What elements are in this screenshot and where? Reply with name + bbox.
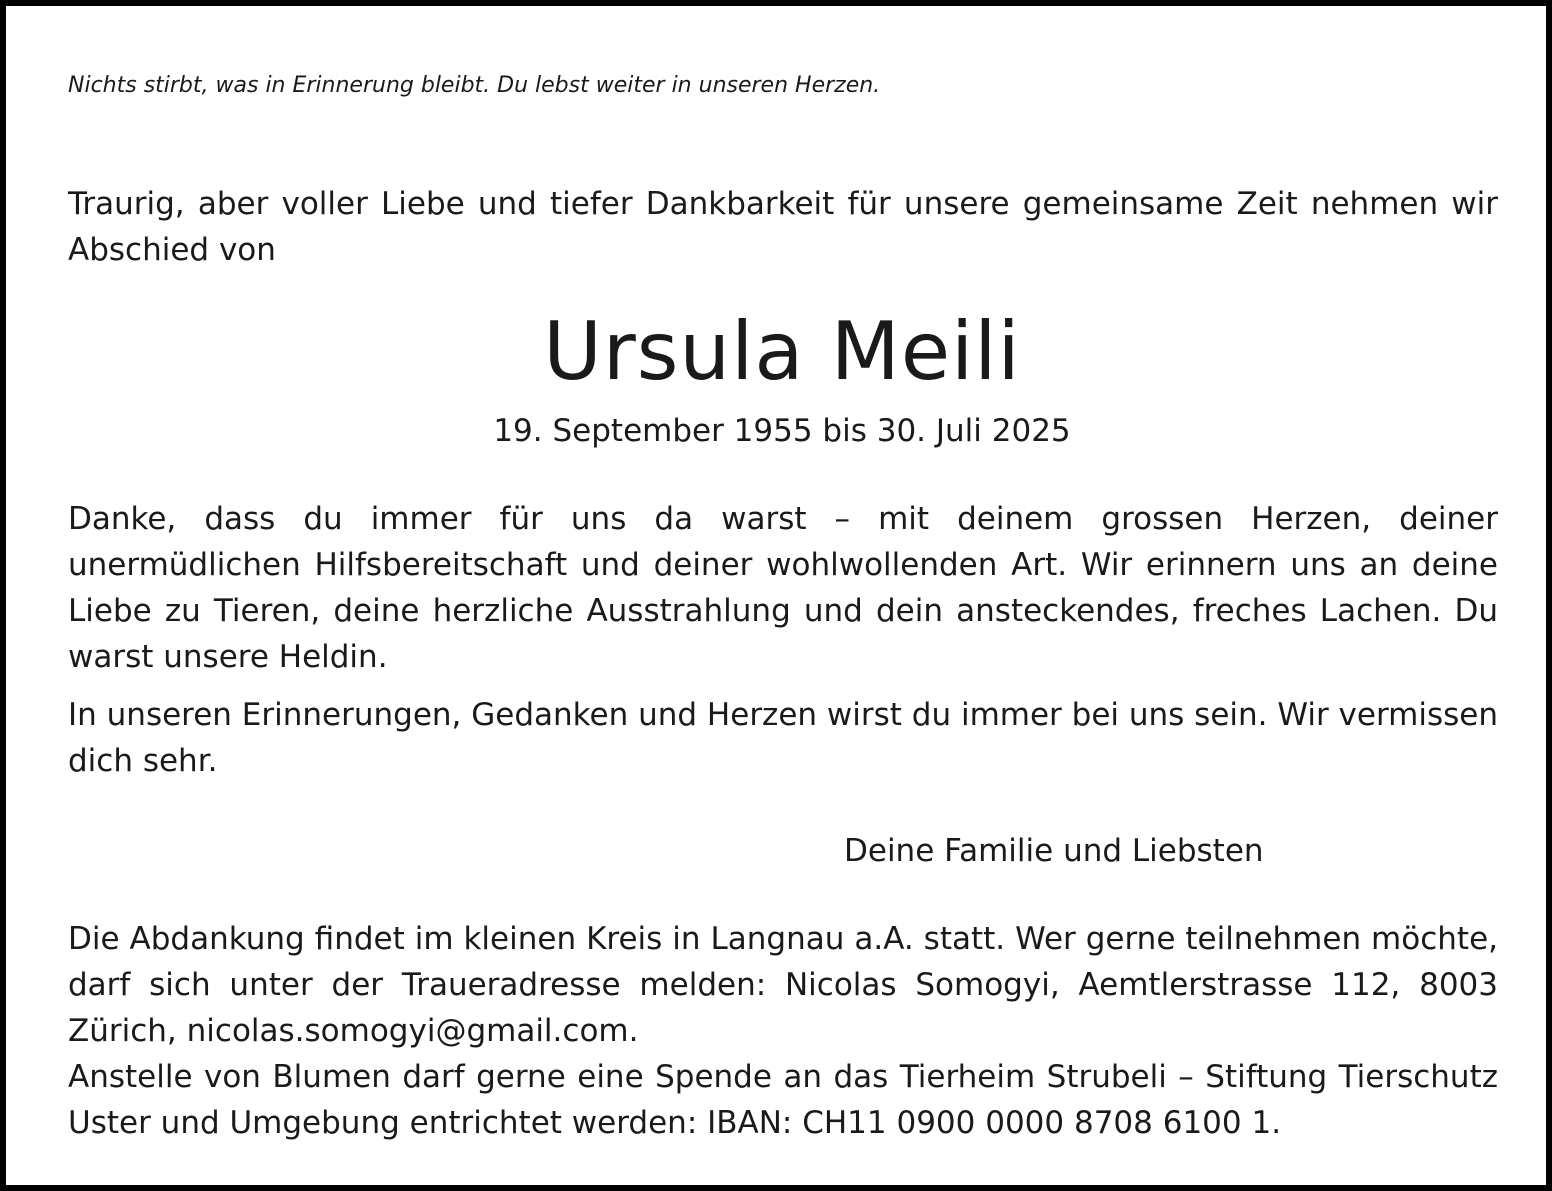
donation-paragraph: Anstelle von Blumen darf gerne eine Spende an das Tierheim Strubeli – Stiftung Tierschutz Uster und Umgebung entrichtet werden: IBAN: CH11 0900 0000 8708 6100 1. <box>68 1059 1498 1141</box>
deceased-name: Ursula Meili <box>543 305 1021 398</box>
thanks-paragraph: Danke, dass du immer für uns da warst – mit deinem grossen Herzen, deiner unermüdlichen Hilfsbereitschaft und deiner wohlwollenden Art. Wir erinnern uns an deine Liebe zu Tieren, deine herzliche Ausstrahlung und dein ansteckendes, freches Lachen. Du warst unsere Heldin. <box>68 501 1498 675</box>
memories-paragraph: In unseren Erinnerungen, Gedanken und Herzen wirst du immer bei uns sein. Wir vermissen dich sehr. <box>68 697 1498 779</box>
ceremony-paragraph: Die Abdankung findet im kleinen Kreis in Langnau a.A. statt. Wer gerne teilnehmen möchte, darf sich unter der Traueradresse melden: Nicolas Somogyi, Aemtlerstrasse 112, 8003 Zürich, nicolas.somogyi@gmail.com. <box>68 921 1498 1049</box>
motto-quote: Nichts stirbt, was in Erinnerung bleibt. Du lebst weiter in unseren Herzen. <box>68 73 881 98</box>
intro-paragraph: Traurig, aber voller Liebe und tiefer Dankbarkeit für unsere gemeinsame Zeit nehmen wir Abschied von <box>68 186 1498 268</box>
life-dates: 19. September 1955 bis 30. Juli 2025 <box>493 413 1071 449</box>
family-signature: Deine Familie und Liebsten <box>844 833 1264 869</box>
